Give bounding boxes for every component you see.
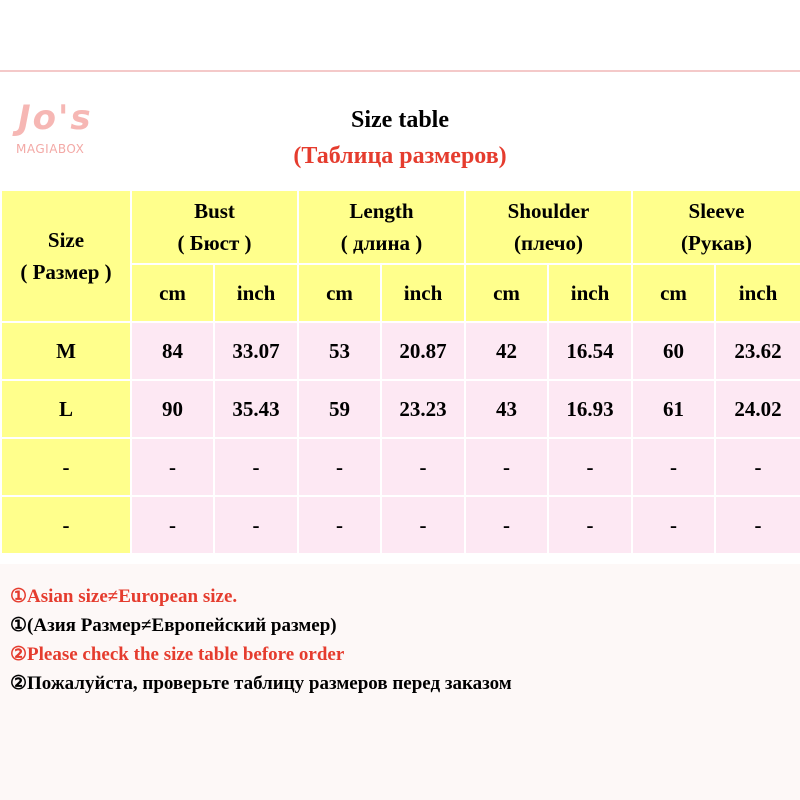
size-header-ru: ( Размер ) [20,260,112,284]
page-subtitle: (Таблица размеров) [293,143,507,169]
unit-header: cm [465,264,548,322]
unit-header: cm [298,264,381,322]
sleeve-header-en: Sleeve [688,199,745,223]
length-header-en: Length [349,199,414,223]
shoulder-header-en: Shoulder [507,199,590,223]
table-cell: 16.93 [548,380,632,438]
length-header [298,190,465,264]
table-cell: - [548,496,632,554]
table-cell: - [465,438,548,496]
table-cell: 42 [465,322,548,380]
unit-header: cm [632,264,715,322]
note-line-asian-size-ru: ①(Азия Размер≠Европейский размер) [10,615,337,636]
unit-header: inch [548,264,632,322]
table-cell: - [715,438,800,496]
table-cell: - [298,496,381,554]
table-cell: 24.02 [715,380,800,438]
bust-header [131,190,298,264]
unit-header: inch [214,264,298,322]
table-cell: 23.62 [715,322,800,380]
table-cell: 61 [632,380,715,438]
note-line-check-table-en: ②Please check the size table before order [10,644,345,665]
size-table [0,189,800,555]
table-cell: - [632,438,715,496]
size-column-header [1,190,131,322]
logo-sub-text: MAGIABOX [16,142,85,156]
table-cell: - [548,438,632,496]
bust-header-en: Bust [194,199,235,223]
unit-header: inch [715,264,800,322]
table-cell: 20.87 [381,322,465,380]
group-header-row [1,190,800,264]
bust-header-ru: ( Бюст ) [177,231,252,255]
unit-header: inch [381,264,465,322]
table-cell: - [381,496,465,554]
table-cell: - [214,496,298,554]
table-cell: 16.54 [548,322,632,380]
table-cell: 23.23 [381,380,465,438]
note-line-check-table-ru: ②Пожалуйста, проверьте таблицу размеров перед заказом [10,673,512,694]
logo-main-text: Jo's [18,98,93,138]
shoulder-header-ru: (плечо) [514,231,584,255]
table-cell: 35.43 [214,380,298,438]
shoulder-header [465,190,632,264]
table-row [1,438,800,496]
table-cell: 60 [632,322,715,380]
table-cell: - [131,496,214,554]
table-cell: - [131,438,214,496]
notes-list [10,582,790,698]
table-cell: 33.07 [214,322,298,380]
row-size-label: L [1,380,131,438]
table-cell: - [298,438,381,496]
row-size-label: M [1,322,131,380]
table-cell: 84 [131,322,214,380]
table-cell: - [381,438,465,496]
length-header-ru: ( длина ) [340,231,423,255]
table-cell: 59 [298,380,381,438]
note-line-asian-size-en: ①Asian size≠European size. [10,586,238,607]
table-cell: 90 [131,380,214,438]
table-cell: - [632,496,715,554]
row-size-label: - [1,496,131,554]
table-cell: - [214,438,298,496]
table-cell: 43 [465,380,548,438]
sleeve-header [632,190,800,264]
sleeve-header-ru: (Рукав) [681,231,752,255]
unit-header: cm [131,264,214,322]
size-header-en: Size [47,228,85,252]
table-row [1,322,800,380]
table-cell: 53 [298,322,381,380]
table-cell: - [465,496,548,554]
table-row [1,380,800,438]
table-cell: - [715,496,800,554]
table-row [1,496,800,554]
page-title: Size table [351,107,449,133]
row-size-label: - [1,438,131,496]
